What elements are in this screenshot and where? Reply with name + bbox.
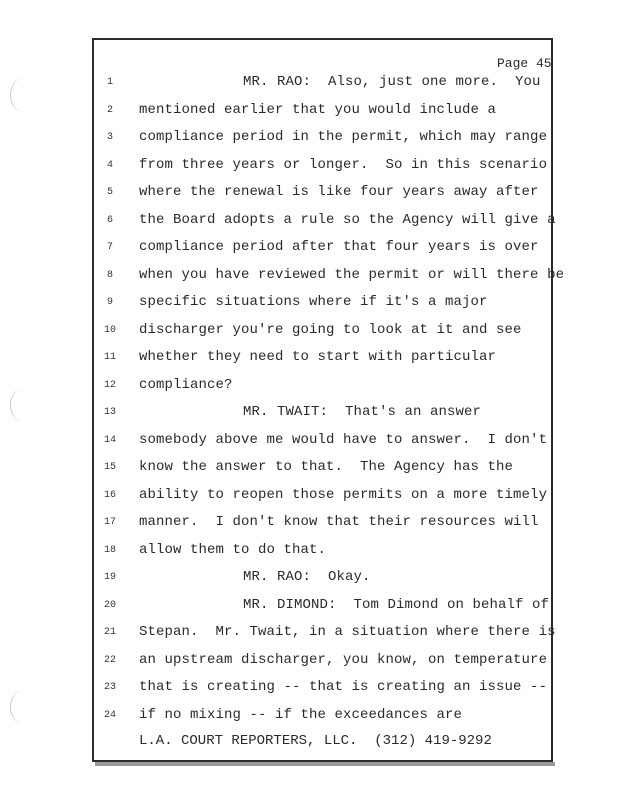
line-number: 23 [103,682,116,693]
line-text: an upstream discharger, you know, on temperature [139,651,548,668]
transcript-line [0,266,565,285]
line-number: 9 [106,297,113,308]
page-border-shadow [95,762,555,766]
transcript-line [0,404,560,422]
line-text: where the renewal is like four years away after [139,184,539,200]
line-number: 5 [106,187,113,198]
line-text: MR. RAO: Also, just one more. You [243,74,541,90]
line-number: 15 [103,462,116,473]
line-number: 17 [103,517,116,528]
line-number: 16 [103,489,116,501]
transcript-line [0,542,560,560]
transcript-line [0,239,560,257]
line-number: 8 [106,269,113,281]
line-number: 11 [103,352,116,363]
transcript-line [0,707,560,725]
line-number: 3 [106,132,113,143]
line-number: 1 [106,77,113,88]
line-text: from three years or longer. So in this scenario [139,156,548,173]
transcript-line [0,597,560,615]
line-number: 24 [103,709,116,721]
line-text: manner. I don't know that their resources will [139,514,539,530]
line-text: allow them to do that. [139,541,327,558]
reporter-footer: L.A. COURT REPORTERS, LLC. (312) 419-9292 [139,733,492,749]
line-number: 10 [103,324,116,336]
transcript-line [0,157,560,175]
transcript-line [0,377,560,395]
line-text: ability to reopen those permits on a more timely [139,486,548,503]
line-text: somebody above me would have to answer. I don't [139,431,548,448]
line-text: whether they need to start with particular [139,349,497,365]
transcript-line [0,184,560,202]
line-text: compliance period after that four years is over [139,239,539,255]
line-text: the Board adopts a rule so the Agency will give a [139,211,556,228]
line-number: 12 [103,379,116,391]
line-text: when you have reviewed the permit or will there be [139,266,565,283]
line-text: Stepan. Mr. Twait, in a situation where there is [139,624,556,640]
line-number: 20 [103,599,116,611]
transcript-line [0,129,560,147]
transcript-line [0,102,560,120]
transcript-line [0,679,560,697]
page-number: Page 45 [497,56,552,71]
line-text: specific situations where if it's a major [139,294,488,310]
transcript-line [0,569,560,587]
transcript-line [0,652,560,670]
transcript-line [0,487,560,505]
line-text: that is creating -- that is creating an issue -- [139,679,548,695]
line-text: MR. DIMOND: Tom Dimond on behalf of [243,596,550,613]
line-number: 18 [103,544,116,556]
transcript-line [0,74,560,92]
line-number: 13 [103,407,116,418]
transcript-line [0,459,560,477]
transcript-line [0,624,560,642]
transcript-line [0,322,560,340]
line-number: 2 [106,104,113,116]
line-text: discharger you're going to look at it and see [139,321,522,338]
line-text: MR. TWAIT: That's an answer [243,404,482,420]
line-number: 19 [103,572,116,583]
line-text: if no mixing -- if the exceedances are [139,706,463,723]
line-number: 7 [106,242,113,253]
transcript-line [0,349,560,367]
line-text: compliance period in the permit, which may range [139,129,548,145]
line-text: know the answer to that. The Agency has the [139,459,514,475]
line-text: mentioned earlier that you would include a [139,101,497,118]
line-number: 4 [106,159,113,171]
transcript-line [0,294,560,312]
line-text: compliance? [139,376,233,393]
line-number: 6 [106,214,113,226]
line-number: 22 [103,654,116,666]
line-number: 14 [103,434,116,446]
transcript-line [0,514,560,532]
line-number: 21 [103,627,116,638]
transcript-line [0,212,560,230]
transcript-line [0,432,560,450]
line-text: MR. RAO: Okay. [243,569,371,585]
